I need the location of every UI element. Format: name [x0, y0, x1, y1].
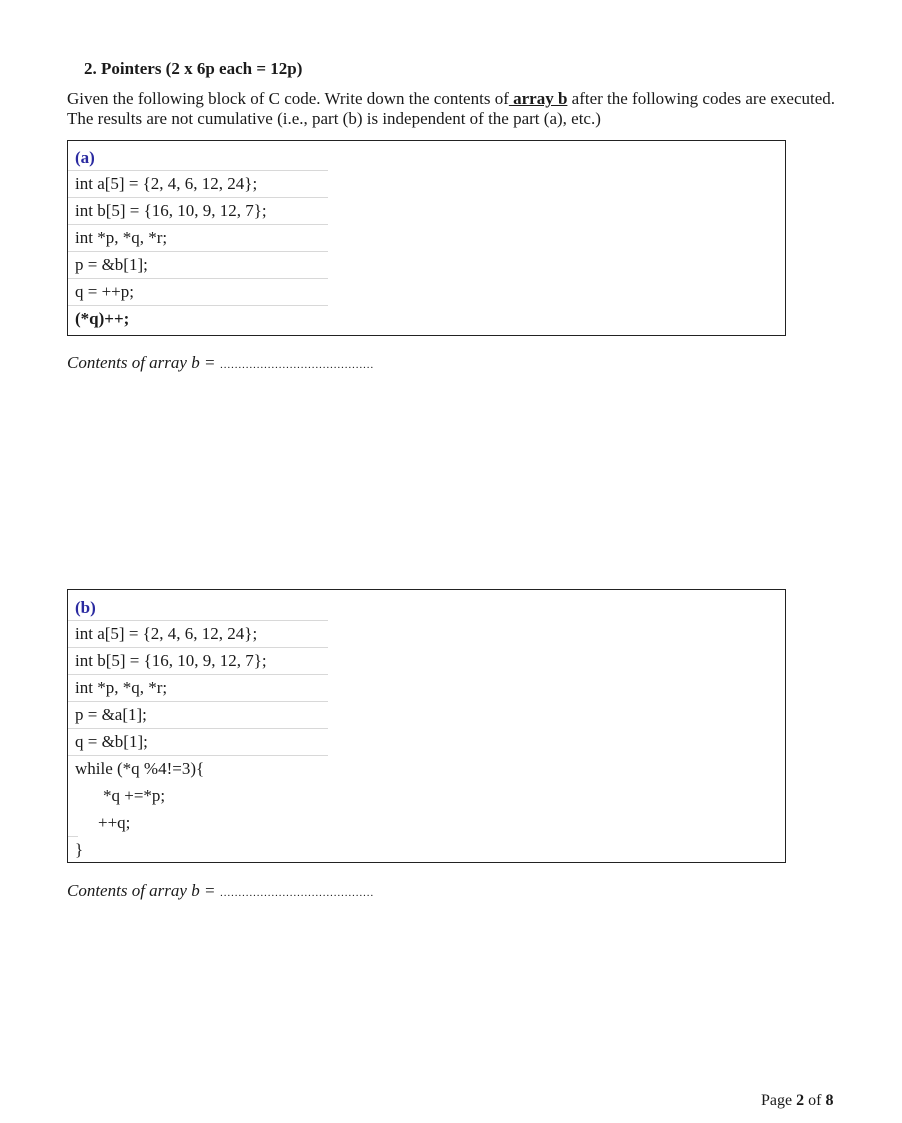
line-separator — [68, 647, 328, 648]
line-separator — [68, 620, 328, 621]
question-heading: 2. Pointers (2 x 6p each = 12p) — [84, 59, 303, 78]
code-line-a-4: p = &b[1]; — [75, 255, 148, 274]
code-line-b-4: p = &a[1]; — [75, 705, 147, 724]
page-total: 8 — [825, 1092, 834, 1109]
part-a-label: (a) — [75, 148, 95, 167]
line-separator — [68, 755, 328, 756]
page-of: of — [808, 1092, 822, 1109]
page-word: Page — [761, 1092, 793, 1109]
answer-blank-b: …………………………………… — [219, 887, 374, 899]
line-separator — [68, 305, 328, 306]
answer-line-a — [67, 353, 374, 373]
line-separator — [68, 197, 328, 198]
code-line-a-2: int b[5] = {16, 10, 9, 12, 7}; — [75, 201, 267, 220]
code-line-b-9: } — [75, 840, 84, 859]
line-separator — [68, 836, 78, 837]
intro-text-before: Given the following block of C code. Write down the contents of — [67, 89, 509, 108]
answer-line-b — [67, 881, 374, 901]
code-line-b-7: *q +=*p; — [103, 786, 166, 805]
code-line-a-1: int a[5] = {2, 4, 6, 12, 24}; — [75, 174, 258, 193]
line-separator — [68, 278, 328, 279]
code-line-b-8: ++q; — [98, 813, 131, 832]
intro-array-b: array b — [508, 89, 568, 108]
question-intro — [67, 89, 837, 129]
page-current: 2 — [796, 1092, 805, 1109]
code-line-a-3: int *p, *q, *r; — [75, 228, 168, 247]
line-separator — [68, 170, 328, 171]
code-line-b-2: int b[5] = {16, 10, 9, 12, 7}; — [75, 651, 267, 670]
code-line-b-3: int *p, *q, *r; — [75, 678, 168, 697]
code-line-b-5: q = &b[1]; — [75, 732, 148, 751]
part-b-label: (b) — [75, 598, 96, 617]
line-separator — [68, 674, 328, 675]
intro-text-after: after the following codes are executed. The results are not cumulative (i.e., part (b) is independent of the part (a), etc.) — [67, 89, 836, 128]
answer-label-a: Contents of array b = — [67, 353, 216, 372]
code-line-b-1: int a[5] = {2, 4, 6, 12, 24}; — [75, 624, 258, 643]
code-line-a-6: (*q)++; — [75, 309, 130, 328]
code-line-a-5: q = ++p; — [75, 282, 134, 301]
page-number — [761, 1092, 833, 1110]
line-separator — [68, 728, 328, 729]
line-separator — [68, 251, 328, 252]
line-separator — [68, 224, 328, 225]
answer-label-b: Contents of array b = — [67, 881, 216, 900]
code-line-b-6: while (*q %4!=3){ — [75, 759, 205, 778]
answer-blank-a: …………………………………… — [219, 359, 374, 371]
line-separator — [68, 701, 328, 702]
